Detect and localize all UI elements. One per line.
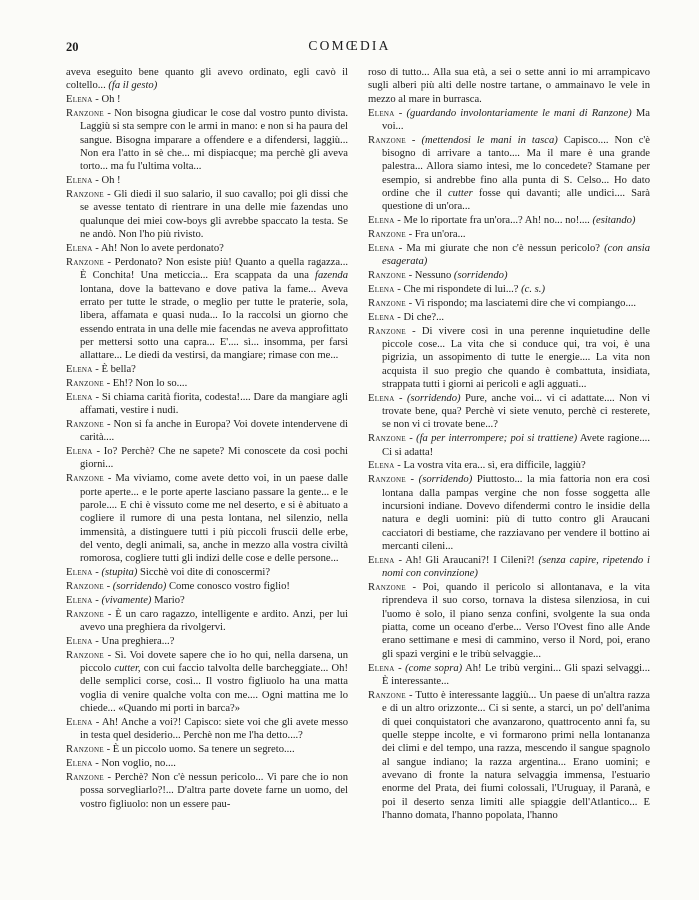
speaker-name: Ranzone — [368, 134, 406, 146]
dialogue-paragraph — [66, 418, 348, 445]
speaker-name: Ranzone — [66, 771, 104, 783]
speaker-name: Elena — [368, 460, 395, 472]
italic-word: cutter — [447, 188, 473, 200]
dialogue-paragraph: Elena - (stupita) Sicchè voi dite di conoscermi? — [66, 567, 271, 579]
dialogue-text: - Una preghiera...? — [92, 635, 175, 647]
speaker-name: Elena — [66, 635, 93, 647]
dialogue-text: - Io? Perchè? Che ne sapete? Mi conoscete da così pochi giorni... — [80, 446, 348, 471]
dialogue-paragraph — [66, 771, 348, 811]
dialogue-text: - Non si fa anche in Europa? Voi dovete intendervene di carità.... — [80, 418, 348, 444]
dialogue-paragraph — [66, 743, 348, 756]
dialogue-paragraph — [66, 472, 348, 565]
magazine-title: COMŒDIA — [308, 38, 391, 53]
speaker-name: Ranzone — [66, 608, 104, 620]
dialogue-text: fosse qui davanti; alle undici.... Sarà questione di un'ora... — [382, 188, 650, 213]
stage-direction: (sorridendo) — [453, 270, 508, 282]
speaker-name: Ranzone — [66, 649, 104, 661]
dialogue-paragraph: Ranzone - (sorridendo) Piuttosto... la mia fattoria non era così lontana dalla pampas vergine che non fosse soggetta alle incursioni indiane. Dovevo difendermi contro le insidie della natura e degli uomini: più di tutto contro gli Araucani cacciatori di bestiame, che razziavano per vendere il bottino ai mercanti cileni... — [368, 474, 651, 553]
stage-direction: (stupita) — [101, 567, 138, 579]
stage-direction: (guardando involontariamente le mani di Ranzone) — [406, 107, 632, 119]
speaker-name: Elena — [66, 446, 93, 458]
speaker-name: Elena — [66, 567, 93, 579]
dialogue-paragraph: Elena - (guardando involontariamente le mani di Ranzone) Ma voi... — [368, 107, 650, 132]
speaker-name: Ranzone — [368, 433, 406, 445]
speaker-name: Elena — [368, 215, 395, 227]
dialogue-paragraph — [368, 689, 650, 822]
dialogue-text: Ah! Le tribù vergini... Gli spazi selvaggi... È interessante... — [382, 662, 650, 687]
dialogue-text: - Si chiama carità fiorita, codesta!.... Dare da mangiare agli affamati, vestire i nudi. — [80, 391, 348, 417]
speaker-name: Ranzone — [66, 418, 104, 430]
dialogue-text: - Tutto è interessante laggiù... Un paese di un'altra razza e di un altro orizzonte... Ci si sente, a starci, un po' dell'anima di quei conquistatori che avanzarono, quattrocento anni fa, su quelle steppe incolte, e vi formarono primi nella lontananza dei climi e del tempo, una razza, mescendo il sangue spagnolo al sangue indiano; la razza argentina... Erano uomini; e avevano di fronte la natura selvaggia immensa, l'estuario enorme del Prata, dei fiumi colossali, l'Uruguay, il Paranà, e poi il deserto senza limiti alle spiaggie dell'Atlantico... E l'hanno domata, l'hanno popolata, l'hanno — [382, 689, 650, 821]
dialogue-text: - Di che?... — [394, 311, 445, 323]
dialogue-text: - È un caro ragazzo, intelligente e ardito. Anzi, per lui avevo una preghiera da rivolgervi. — [80, 608, 348, 634]
stage-direction: (sorridendo) — [407, 392, 461, 404]
speaker-name: Ranzone — [66, 744, 104, 756]
dialogue-text: - Fra un'ora... — [405, 229, 466, 241]
stage-direction: (fa per interrompere; poi si trattiene) — [416, 433, 578, 445]
dialogue-paragraph — [368, 311, 650, 324]
dialogue-text: - Me lo riportate fra un'ora...? Ah! no... no!.... — [394, 215, 593, 227]
dialogue-paragraph — [66, 635, 348, 648]
speaker-name: Elena — [368, 662, 395, 674]
speaker-name: Elena — [66, 758, 93, 770]
dialogue-paragraph — [368, 325, 650, 392]
dialogue-text: - Vi rispondo; ma lasciatemi dire che vi compiango.... — [405, 297, 637, 309]
dialogue-paragraph: Elena - (vivamente) Mario? — [66, 594, 185, 606]
speaker-name: Elena — [66, 175, 93, 187]
speaker-name: Elena — [66, 717, 93, 728]
dialogue-paragraph — [66, 188, 348, 241]
dialogue-text: - Perchè? Non c'è nessun pericolo... Vi pare che io non possa sorvegliarlo?!... D'altra parte dovete farne un uomo, del vostro figliuolo: non un essere pau- — [80, 771, 348, 810]
dialogue-paragraph — [66, 242, 348, 255]
dialogue-text: con cui faccio talvolta delle barcheggiate... Oh! delle semplici corse, così... Il vostro figliuolo ha una matta voglia di venire qualche volta con me.... Ogni mattina me lo chiede... «Quando mi porti in barca?» — [80, 663, 348, 715]
speaker-name: Ranzone — [368, 270, 406, 282]
stage-direction: (fa il gesto) — [108, 80, 158, 92]
dialogue-text: Piuttosto... la mia fattoria non era così lontana dalla pampas vergine che non fosse soggetta alle incursioni indiane. Dovevo difendermi contro le insidie della natura e degli uomini: più di tutto contro gli Araucani cacciatori di bestiame, che razziavano per vendere il bottino ai mercanti cileni... — [382, 474, 651, 553]
dialogue-paragraph — [66, 174, 348, 187]
speaker-name: Elena — [368, 392, 395, 404]
speaker-name: Ranzone — [368, 474, 406, 486]
stage-direction: (senza capire, ripetendo i nomi con convinzione) — [382, 554, 650, 580]
dialogue-paragraph — [66, 391, 348, 418]
stage-direction: (c. s.) — [521, 284, 545, 295]
dialogue-text: - Ah! Non lo avete perdonato? — [92, 242, 224, 254]
dialogue-text: - Eh!? Non lo so.... — [103, 377, 188, 389]
stage-direction: (con ansia esagerata) — [382, 242, 650, 268]
speaker-name: Ranzone — [66, 108, 104, 120]
dialogue-paragraph: Ranzone - (fa per interrompere; poi si trattiene) Avete ragione.... Ci si adatta! — [368, 433, 650, 458]
dialogue-text: - Ah! Anche a voi?! Capisco: siete voi che gli avete messo in testa quel desiderio... Perchè non me l'ha detto....? — [80, 717, 348, 742]
dialogue-text: roso di tutto... Alla sua età, a sei o sette anni io mi arrampicavo sugli alberi più alti delle nostre tartane, o ammainavo le vele in mezzo al mare in burrasca. — [368, 67, 650, 105]
dialogue-text: - La vostra vita era... sì, era difficile, laggiù? — [394, 460, 586, 472]
stage-direction: (sorridendo) — [418, 474, 473, 486]
italic-word: cutter, — [114, 663, 141, 675]
speaker-name: Ranzone — [66, 256, 104, 268]
dialogue-paragraph — [368, 242, 650, 269]
dialogue-text: - Che mi rispondete di lui...? — [394, 284, 522, 295]
dialogue-text: Pure, anche voi... vi ci adattate.... Non vi trovate bene, qua? Perchè vi siete venuto, perchè ci resterete, se non vi ci trovate bene...? — [382, 392, 650, 431]
speaker-name: Ranzone — [368, 689, 406, 701]
dialogue-paragraph — [368, 459, 650, 472]
dialogue-text: Capisco.... Non c'è bisogno di arrivare a tanto.... Ma il mare è una grande palestra... Allora siamo intesi, me lo concedete? Stamane per esempio, si andrebbe fino alla punta di S. Celso... Ho dato ordine che il — [382, 134, 651, 200]
stage-direction: (sorridendo) — [112, 581, 167, 593]
speaker-name: Elena — [368, 284, 395, 295]
speaker-name: Elena — [66, 364, 93, 376]
dialogue-paragraph — [368, 283, 650, 296]
speaker-name: Ranzone — [368, 297, 406, 309]
dialogue-paragraph — [66, 93, 348, 106]
dialogue-text: aveva eseguito bene quanto gli avevo ordinato, egli cavò il coltello... — [66, 67, 348, 92]
dialogue-paragraph — [66, 256, 348, 363]
dialogue-paragraph — [66, 107, 348, 174]
dialogue-text: - Non voglio, no.... — [92, 758, 176, 770]
dialogue-text: Ma voi... — [382, 107, 650, 132]
italic-word: fazenda — [315, 270, 348, 282]
dialogue-paragraph — [368, 66, 650, 106]
speaker-name: Ranzone — [368, 229, 406, 241]
speaker-name: Elena — [66, 242, 93, 254]
speaker-name: Elena — [66, 391, 93, 403]
dialogue-paragraph — [66, 363, 348, 376]
speaker-name: Ranzone — [368, 582, 406, 594]
text-column-left — [66, 66, 348, 811]
dialogue-text: Come conosco vostro figlio! — [166, 581, 290, 593]
text-column-right — [368, 66, 650, 823]
dialogue-paragraph — [66, 445, 348, 472]
dialogue-paragraph — [368, 297, 650, 310]
dialogue-text: - Perdonato? Non esiste più! Quanto a quella ragazza... È Conchita! Una meticcia... Era scappata da una — [80, 256, 348, 282]
dialogue-text: - È un piccolo uomo. Sa tenere un segreto.... — [103, 744, 295, 756]
dialogue-paragraph — [66, 649, 348, 716]
speaker-name: Elena — [66, 594, 93, 606]
dialogue-text: - Ah! Gli Araucani?! I Cileni?! — [394, 554, 539, 566]
dialogue-paragraph — [368, 228, 650, 241]
speaker-name: Ranzone — [66, 189, 104, 201]
dialogue-text: Sicchè voi dite di conoscermi? — [137, 567, 271, 579]
speaker-name: Ranzone — [66, 377, 104, 389]
dialogue-paragraph — [368, 269, 650, 282]
dialogue-text: Mario? — [151, 594, 185, 606]
dialogue-text: - È bella? — [92, 364, 136, 376]
page-number: 20 — [66, 40, 79, 54]
dialogue-text: - Nessuno — [405, 270, 454, 282]
dialogue-text: - Di vivere così in una perenne inquietudine delle piccole cose... La vita che si conduce qui, tra voi, è una pigrizia, un assopimento di tutte le energie.... La vita non acquista il suo pregio che quando è combattuta, insidiata, strappata tutti i giorni ai pericoli e agli agguati... — [382, 325, 650, 390]
dialogue-text: lontana, dove la battevano e dove pativa la fame... Aveva errato per tutte le strade, o meglio per tutte le praterie, sola, libera, affamata e quasi nuda... Io la raccolsi un giorno che essendo entrata in una delle mie facendas ne aveva approfittato per mettersi sotto una capra... E'.... sì... insomma, per farsi allattare... Le diedi da vestirsi, da mangiare; rimase con me... — [80, 283, 348, 362]
speaker-name: Ranzone — [66, 473, 104, 485]
dialogue-text: - Gli diedi il suo salario, il suo cavallo; poi gli dissi che se avesse tentato di rientrare in una delle mie fazendas uno qualunque dei miei cow-boys gli avrebbe spaccato la testa. Se ne andò. Non l'ho più rivisto. — [80, 189, 348, 241]
dialogue-text: - Non bisogna giudicar le cose dal vostro punto divista. Laggiù si sta sempre con le armi in mano: e non si ha paura del sangue. Bisogna imparare a offendere e a difendersi, laggiù... Non era l'atto in sè che... mi dispiacque; ma perchè gli aveva torto... ma fu l'ultima volta... — [80, 108, 348, 173]
stage-direction: (come sopra) — [405, 662, 463, 674]
dialogue-paragraph — [66, 66, 348, 93]
stage-direction: (esitando) — [592, 215, 636, 227]
dialogue-paragraph — [368, 554, 650, 581]
speaker-name: Elena — [368, 554, 395, 566]
speaker-name: Ranzone — [368, 325, 406, 337]
dialogue-paragraph — [66, 716, 348, 743]
speaker-name: Elena — [66, 94, 93, 106]
stage-direction: (mettendosi le mani in tasca) — [421, 134, 558, 146]
dialogue-paragraph — [368, 581, 650, 661]
dialogue-paragraph: Ranzone - (sorridendo) Come conosco vostro figlio! — [66, 581, 290, 593]
dialogue-text: - Oh ! — [92, 175, 121, 187]
dialogue-paragraph — [66, 757, 348, 770]
dialogue-paragraph — [66, 608, 348, 635]
dialogue-text: - Ma viviamo, come avete detto voi, in un paese dalle porte aperte... e le porte aperte lasciano passare la gente... e le parole.... E chi è vissuto come me nel deserto, e si è abituato a cogliere il rumore di una pesta lontana, nel silenzio, nella immensità, a distinguere tutti i più piccoli fruscii delle erbe, del vento, degli animali, sa, anche in mezzo alla vostra civiltà romorosa, cogliere tutti gli indizi delle cose e delle persone... — [80, 473, 348, 565]
dialogue-text: - Oh ! — [92, 94, 121, 106]
dialogue-paragraph — [368, 214, 650, 227]
speaker-name: Elena — [368, 311, 395, 323]
dialogue-text: - Ma mi giurate che non c'è nessun pericolo? — [394, 242, 605, 254]
dialogue-paragraph: Elena - (sorridendo) Pure, anche voi... vi ci adattate.... Non vi trovate bene, qua? Perchè vi siete venuto, perchè ci resterete, se non vi ci trovate bene...? — [368, 392, 650, 431]
dialogue-paragraph: Elena - (come sopra) Ah! Le tribù vergini... Gli spazi selvaggi... È interessante... — [368, 662, 650, 687]
dialogue-paragraph — [66, 377, 348, 390]
dialogue-paragraph: Ranzone - (mettendosi le mani in tasca) Capisco.... Non c'è bisogno di arrivare a tanto.... Ma il mare è una grande palestra... Allora siamo intesi, me lo concedete? Stamane per esempio, si andrebbe fino alla punta di S. Celso... Ho dato ordine che il cutter fosse qui davanti; alle undici.... Sarà questione di un'ora... — [368, 134, 651, 213]
speaker-name: Elena — [368, 242, 395, 254]
stage-direction: (vivamente) — [101, 594, 152, 606]
dialogue-text: - Poi, quando il pericolo si allontanava, e la vita riprendeva il suo corso, tornava la distesa silenziosa, in cui l'uomo è solo, il piano senza confini, svolgente la sua onda piatta, come un oceano d'erbe... Verso l'Ovest fino alle Ande erano settimane e mesi di cammino, verso il Nord, poi, erano gli spazi vergini e le tribù selvaggie... — [382, 582, 650, 660]
dialogue-text: - Sì. Voi dovete sapere che io ho qui, nella darsena, un piccolo — [80, 649, 348, 675]
speaker-name: Elena — [368, 107, 395, 119]
dialogue-text: Avete ragione.... Ci si adatta! — [382, 433, 650, 458]
speaker-name: Ranzone — [66, 581, 104, 593]
